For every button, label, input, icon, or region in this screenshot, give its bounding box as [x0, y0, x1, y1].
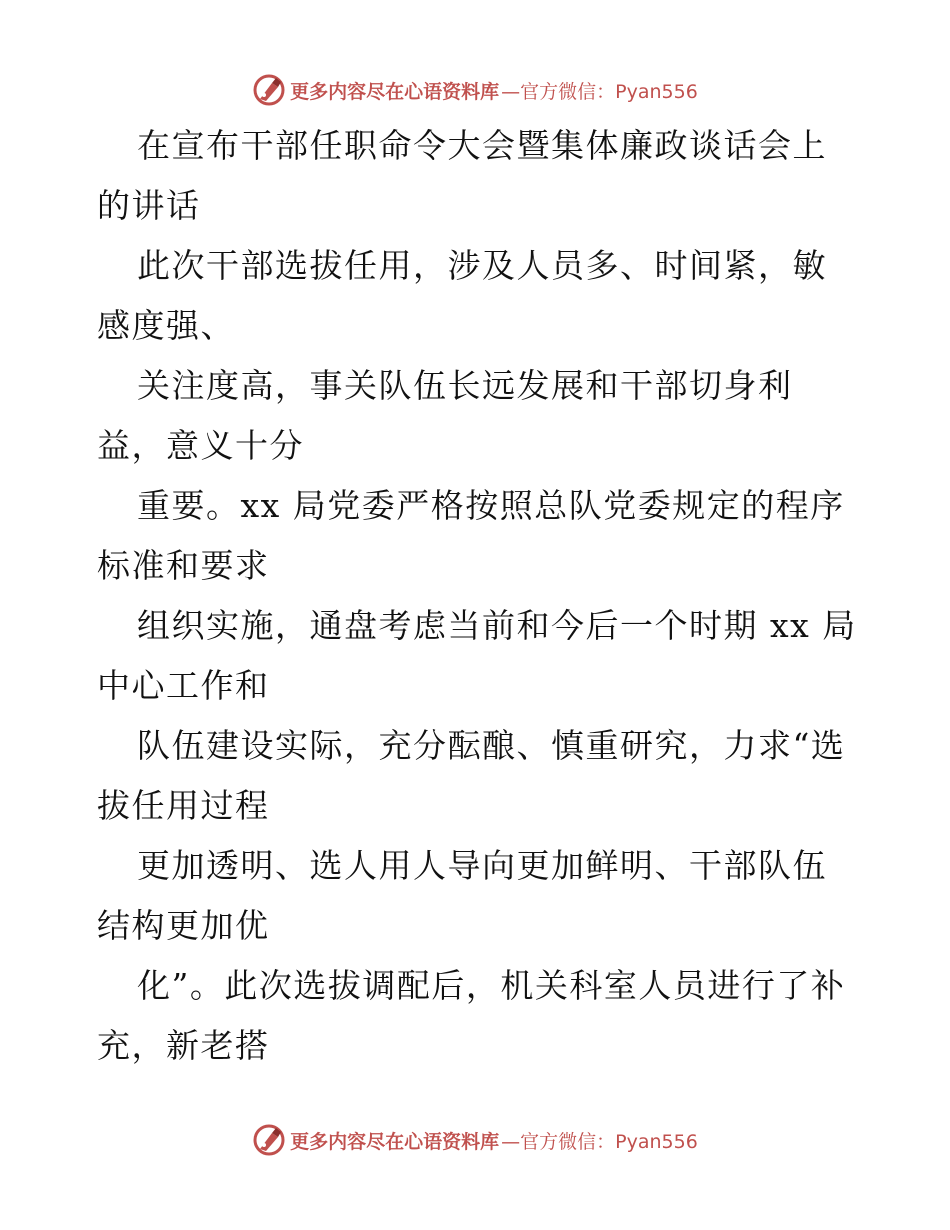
banner-sub-text: —官方微信：Pyan556 — [501, 80, 698, 103]
banner-main-text: 更多内容尽在心语资料库 — [290, 80, 500, 103]
header-banner — [0, 70, 950, 110]
paragraph: 此次干部选拔任用，涉及人员多、时间紧，敏感度强、 — [97, 246, 827, 345]
banner-main-text: 更多内容尽在心语资料库 — [290, 1130, 500, 1153]
paragraph: 在宣布干部任职命令大会暨集体廉政谈话会上的讲话 — [97, 126, 827, 225]
pen-nib-logo-icon — [252, 1123, 286, 1157]
paragraph: 化”。此次选拔调配后，机关科室人员进行了补充，新老搭 — [97, 966, 846, 1065]
footer-banner — [0, 1120, 950, 1160]
banner-sub-text: —官方微信：Pyan556 — [501, 1130, 698, 1153]
paragraph: 组织实施，通盘考虑当前和今后一个时期 xx 局中心工作和 — [97, 606, 857, 705]
paragraph: 关注度高，事关队伍长远发展和干部切身利益，意义十分 — [97, 366, 793, 465]
paragraph: 队伍建设实际，充分酝酿、慎重研究，力求“选拔任用过程 — [97, 726, 846, 825]
paragraph: 更加透明、选人用人导向更加鲜明、干部队伍结构更加优 — [97, 846, 827, 945]
paragraph: 重要。xx 局党委严格按照总队党委规定的程序标准和要求 — [97, 486, 845, 585]
pen-nib-logo-icon — [252, 73, 286, 107]
document-body — [97, 116, 857, 1076]
